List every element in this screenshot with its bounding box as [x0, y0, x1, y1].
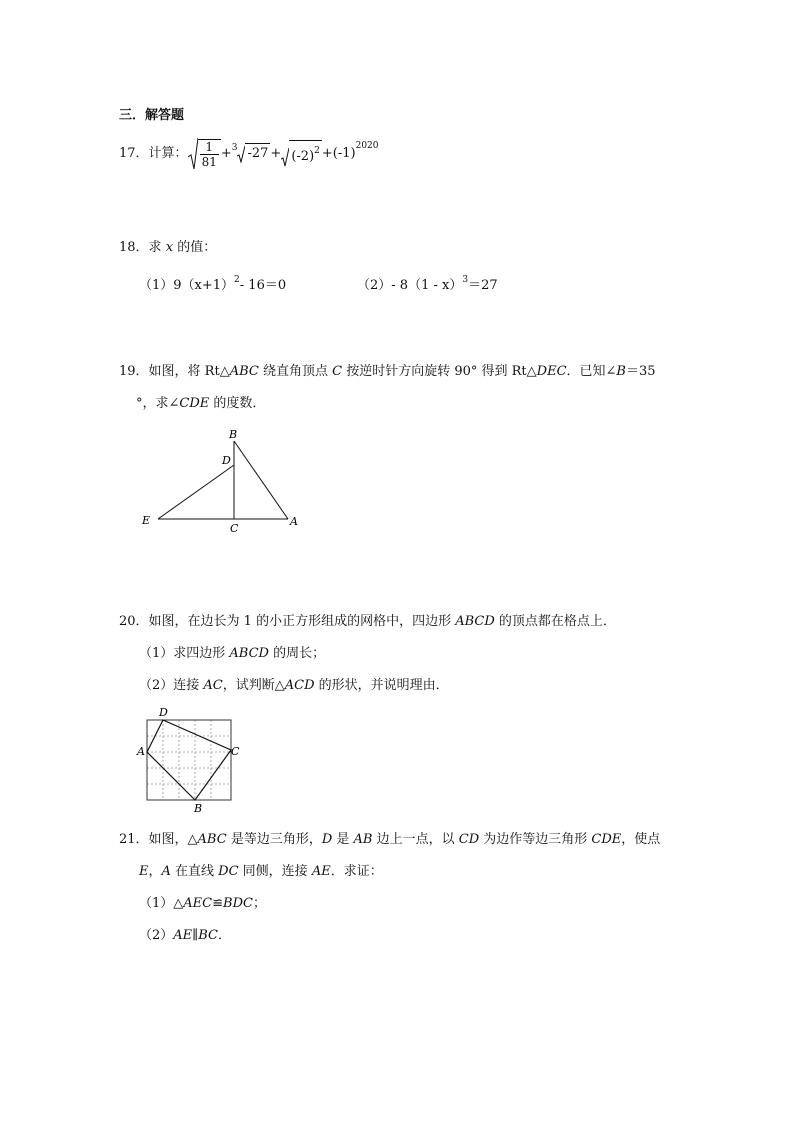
question-number: 18． [119, 240, 149, 255]
question-text: ； [252, 896, 266, 911]
question-text: ． [217, 928, 231, 943]
question-text: （1）求四边形 [139, 646, 230, 661]
math-symbol: B [616, 364, 626, 379]
exponent: 2020 [355, 141, 379, 151]
question-text: 的形状，并说明理由． [314, 678, 449, 693]
question-18-part-1 [139, 270, 286, 296]
math-symbol: ABCD [455, 614, 495, 629]
question-text: （2）连接 [139, 678, 204, 693]
question-text: 按逆时针方向旋转 90° 得到 Rt△ [342, 364, 537, 379]
fraction-numerator: 1 [200, 140, 219, 155]
vertex-label-b: B [194, 802, 203, 815]
question-19-line-2 [136, 394, 265, 414]
question-text: 边上一点，以 [372, 832, 459, 847]
question-text: 同侧，连接 [238, 864, 312, 879]
question-20-sub-1 [139, 644, 325, 664]
exponent: 3 [462, 275, 469, 285]
question-text: ，试判断△ [222, 678, 285, 693]
math-symbol: DEC [536, 364, 567, 379]
question-text: 的周长； [268, 646, 326, 661]
square-root [281, 140, 322, 167]
question-text: 如图，将 Rt△ [148, 364, 230, 379]
question-20-sub-2 [139, 676, 449, 696]
vertex-label-d: D [159, 706, 168, 719]
equation-text: （1）9（x+1） [139, 278, 235, 293]
figure-20-grid [135, 705, 245, 815]
question-text: 的顶点都在格点上． [494, 614, 616, 629]
question-number: 21． [119, 832, 149, 847]
equation-text: ＝27 [468, 278, 498, 293]
question-number: 17． [119, 146, 149, 161]
question-text: （1）△ [139, 896, 184, 911]
segment-ed [158, 465, 234, 519]
congruence-symbol: ≌ [212, 896, 224, 911]
math-symbol: D [321, 832, 333, 847]
question-18-part-2 [357, 270, 498, 296]
question-21-line-1 [119, 830, 660, 850]
question-20-line-1 [119, 612, 616, 632]
question-text: 是等边三角形， [226, 832, 322, 847]
vertex-label-a: A [290, 515, 298, 528]
figure-19-triangles [130, 420, 310, 545]
question-text: 在直线 [170, 864, 219, 879]
cube-root-index: 3 [231, 143, 238, 153]
question-text: 绕直角顶点 [258, 364, 333, 379]
fraction-denominator: 81 [201, 154, 217, 169]
exponent: 2 [234, 275, 240, 285]
question-21-line-2 [139, 862, 383, 882]
vertex-label-b: B [229, 428, 238, 441]
vertex-label-e: E [142, 514, 151, 527]
math-symbol: DC [218, 864, 239, 879]
vertex-label-c: C [231, 745, 240, 758]
math-symbol: E [139, 864, 149, 879]
math-symbol: C [332, 364, 343, 379]
question-21-sub-1 [139, 894, 266, 914]
question-text: 如图，△ [148, 832, 198, 847]
question-number: 20． [119, 614, 149, 629]
question-text: 的值： [177, 240, 217, 255]
question-text: ．求证： [330, 864, 383, 879]
question-text: 求 [148, 240, 162, 255]
radical-sign-icon [237, 145, 245, 163]
question-text: ，使点 [621, 832, 661, 847]
radical-sign-icon [281, 147, 289, 167]
question-text: 如图，在边长为 1 的小正方形组成的网格中，四边形 [148, 614, 456, 629]
math-symbol: AE [173, 928, 193, 943]
question-text: 为边作等边三角形 [479, 832, 592, 847]
math-symbol: ABCD [229, 646, 269, 661]
vertex-label-c: C [230, 522, 239, 535]
quadrilateral-abcd [147, 720, 231, 800]
math-symbol: AE [311, 864, 331, 879]
segment-ba [234, 441, 288, 519]
vertex-label-a: A [137, 745, 145, 758]
plus-sign: + [270, 146, 282, 161]
exponent: 2 [314, 146, 320, 156]
question-19-line-1 [119, 362, 656, 382]
math-symbol: ABC [229, 364, 259, 379]
variable: x [165, 240, 174, 255]
cube-root [237, 143, 270, 164]
question-21-sub-2 [139, 926, 231, 946]
question-text: （2） [139, 928, 174, 943]
math-symbol: CD [458, 832, 480, 847]
question-text: 是 [332, 832, 354, 847]
math-symbol: AEC [183, 896, 213, 911]
math-symbol: A [161, 864, 171, 879]
power-base: (-1) [332, 146, 356, 161]
vertex-label-d: D [222, 454, 231, 467]
question-18 [119, 238, 216, 258]
question-text: ， [148, 864, 162, 879]
plus-sign: + [321, 146, 333, 161]
sqrt-fraction [188, 137, 221, 171]
section-title: 三．解答题 [119, 108, 185, 123]
math-symbol: CDE [179, 396, 210, 411]
cube-root-body: -27 [245, 143, 270, 164]
equation-text: （2）- 8（1 - x） [357, 278, 463, 293]
question-text: ．已知∠ [566, 364, 617, 379]
question-prompt: 计算： [148, 146, 188, 161]
math-symbol: BC [198, 928, 218, 943]
radical-sign-icon [188, 137, 198, 171]
equation-text: - 16＝0 [239, 278, 287, 293]
math-symbol: ACD [284, 678, 315, 693]
plus-sign: + [220, 146, 232, 161]
question-17 [119, 136, 379, 171]
math-symbol: AB [353, 832, 373, 847]
math-symbol: BDC [223, 896, 253, 911]
question-text: 的度数． [209, 396, 266, 411]
square-root-body: (-2) [291, 149, 315, 164]
math-symbol: AC [203, 678, 223, 693]
question-number: 19． [119, 364, 149, 379]
question-text: ＝35 [625, 364, 656, 379]
parallel-symbol: ∥ [192, 928, 199, 943]
question-text: °，求∠ [136, 396, 180, 411]
math-symbol: ABC [197, 832, 227, 847]
math-symbol: CDE [591, 832, 622, 847]
